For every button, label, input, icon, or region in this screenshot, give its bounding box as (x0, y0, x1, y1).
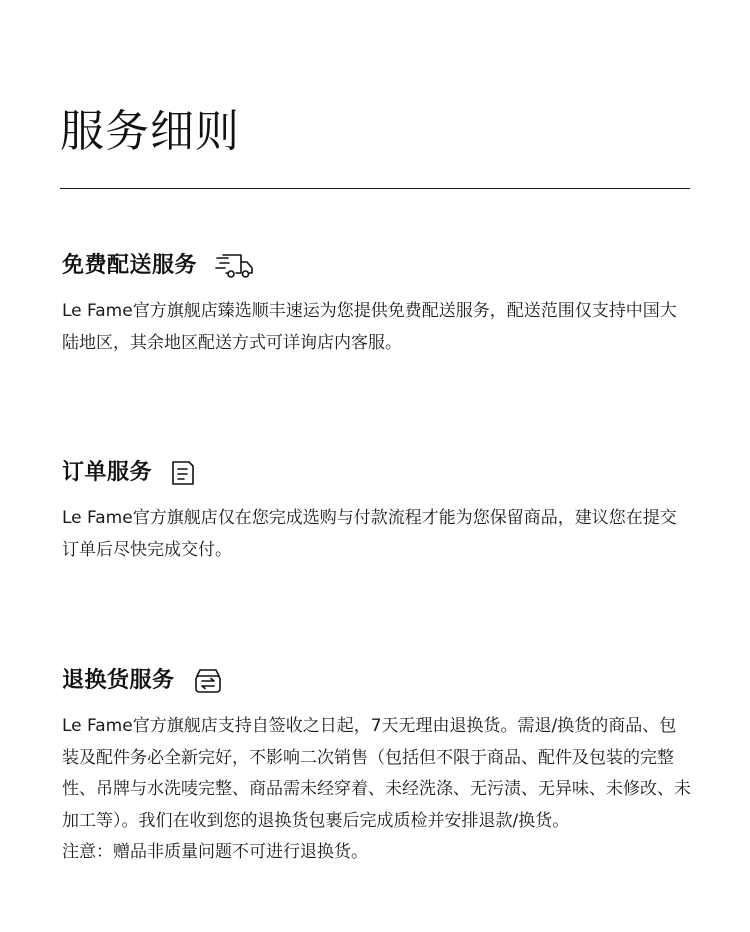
section-note: 注意：赠品非质量问题不可进行退换货。 (62, 842, 368, 862)
section-heading: 免费配送服务 (62, 253, 198, 278)
section-heading: 订单服务 (62, 460, 153, 485)
section-header (62, 665, 692, 697)
free-shipping-section (62, 250, 692, 359)
delivery-truck-icon (215, 252, 255, 280)
section-body: Le Fame官方旗舰店支持自签收之日起，7天无理由退换货。需退/换货的商品、包装及配件务必全新完好，不影响二次销售（包括但不限于商品、配件及包装的完整性、吊牌与水洗唛完整、商品需未经穿着、未经洗涤、无污渍、无异味、未修改、未加工等）。我们在收到您的退换货包裹后完成质检并安排退款/换货。 (62, 716, 691, 831)
order-service-section (62, 457, 692, 566)
section-heading: 退换货服务 (62, 668, 175, 693)
page-title: 服务细则 (60, 106, 240, 157)
section-body: Le Fame官方旗舰店臻选顺丰速运为您提供免费配送服务，配送范围仅支持中国大陆地区，其余地区配送方式可详询店内客服。 (62, 301, 677, 353)
order-document-icon (170, 459, 196, 487)
title-divider (60, 188, 690, 189)
return-exchange-section (62, 665, 692, 869)
exchange-box-icon (193, 666, 223, 696)
section-header (62, 457, 692, 489)
section-header (62, 250, 692, 282)
section-body: Le Fame官方旗舰店仅在您完成选购与付款流程才能为您保留商品，建议您在提交订单后尽快完成交付。 (62, 508, 677, 560)
